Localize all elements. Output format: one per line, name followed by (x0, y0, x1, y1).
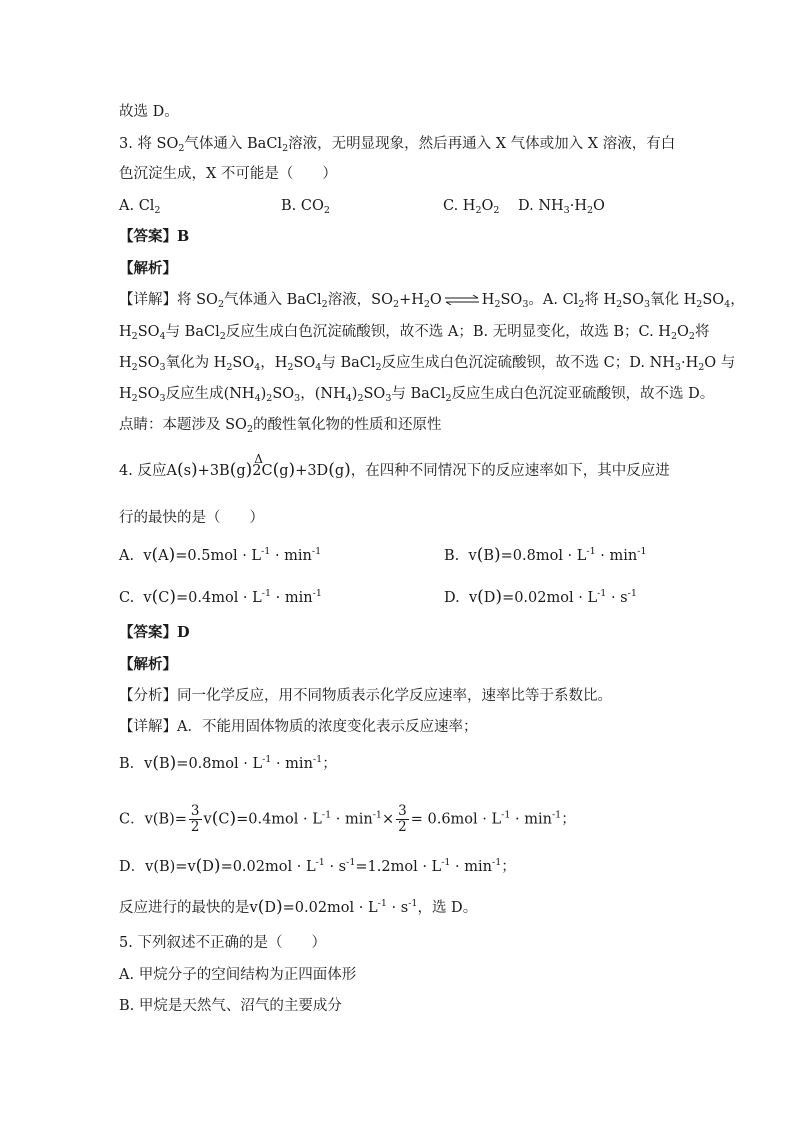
q5-option-b: B. 甲烷是天然气、沼气的主要成分 (119, 998, 342, 1014)
q4-detail-a: 【详解】A．不能用固体物质的浓度变化表示反应速率； (119, 719, 478, 735)
fraction-three-halves: $\frac{3}{2}$ (190, 803, 200, 835)
q4-option-a: A. $v(A)=0.5mol \cdot L^{-1} \cdot \min^{-1}$ (119, 545, 322, 565)
q4-detail-d: D．$v(B)=v(D)=0.02mol \cdot L^{-1} \cdot s^{-1}=1.2mol \cdot L^{-1} \cdot \min^{-1}$； (119, 856, 516, 876)
q4-stem-line1: 4. 反应A(s)+3B(g) Δ 2C(g)+3D(g)，在四种不同情况下的反应速率如下，其中反应进 (119, 460, 670, 481)
q4-option-d: D. $v(D)=0.02mol \cdot L^{-1} \cdot s^{-1}$ (444, 587, 637, 607)
q4-option-c: C. $v(C)=0.4mol \cdot L^{-1} \cdot \min^{-1}$ (119, 587, 322, 607)
previous-conclusion: 故选 D。 (119, 104, 179, 120)
q3-option-c: C. $H_2O_2$ (443, 198, 500, 216)
q4-detail-c: C．v(B)= $\frac{3}{2}$ $v(C)=0.4mol \cdot L^{-1} \cdot \min^{-1}\times$ $\frac{3}{2}$ = $0.6mol \cdot L^{-1} \cdot \min^{-1}$； (119, 803, 576, 835)
q4-stem-line2: 行的最快的是（ ） (119, 510, 264, 526)
q4-answer: 【答案】D (119, 624, 190, 641)
q3-comment: 点睛：本题涉及 $SO_2$的酸性氧化物的性质和还原性 (119, 417, 442, 435)
q3-stem-line2: 色沉淀生成，X 不可能是（ ） (119, 166, 337, 182)
fraction-three-halves-2: $\frac{3}{2}$ (398, 803, 407, 835)
reversible-arrow-icon (444, 295, 480, 305)
q5-stem: 5. 下列叙述不正确的是（ ） (119, 935, 326, 951)
q3-detail-line1: 【详解】将 $SO_2$气体通入 BaCl$_2$溶液，$SO_2+H_2O$ $H_2SO_3$。A. $Cl_2$将 $H_2SO_3$氧化 $H_2SO_4$， (119, 292, 745, 310)
q3-answer: 【答案】B (119, 228, 190, 245)
q3-detail-line2: $H_2SO_4$与 BaCl$_2$反应生成白色沉淀硫酸钡，故不选 A；B. 无明显变化，故选 B；C. $H_2O_2$将 (119, 324, 710, 342)
q4-analysis-heading: 【解析】 (119, 656, 177, 673)
q3-option-a: A. $Cl_2$ (119, 198, 161, 216)
q3-stem-line1: 3. 将 $SO_2$气体通入 BaCl$_2$溶液，无明显现象，然后再通入 X 气体或加入 X 溶液，有白 (119, 136, 676, 154)
q5-option-a: A. 甲烷分子的空间结构为正四面体形 (119, 967, 357, 983)
q3-option-b: B. $CO_2$ (281, 198, 330, 216)
q4-equation: A(s)+3B(g) Δ 2C(g)+3D(g) (166, 463, 350, 479)
q4-conclusion: 反应进行的最快的是$v(D)=0.02mol \cdot L^{-1} \cdot s^{-1}$，选 D。 (119, 897, 478, 917)
q3-detail-line4: $H_2SO_3$反应生成$(NH_4)_2SO_3$，$(NH_4)_2SO_3$与 BaCl$_2$反应生成白色沉淀亚硫酸钡，故不选 D。 (119, 386, 715, 404)
heat-delta-symbol: Δ (254, 452, 263, 466)
q4-analysis: 【分析】同一化学反应，用不同物质表示化学反应速率，速率比等于系数比。 (119, 688, 612, 704)
q4-option-b: B. $v(B)=0.8mol \cdot L^{-1} \cdot \min^{-1}$ (444, 545, 647, 565)
q3-analysis-heading: 【解析】 (119, 260, 177, 277)
q3-option-d: D. $NH_3\cdot H_2O$ (518, 198, 605, 216)
q4-detail-b: B．$v(B)=0.8mol \cdot L^{-1} \cdot \min^{-1}$； (119, 753, 337, 773)
q3-detail-line3: $H_2SO_3$氧化为 $H_2SO_4$，$H_2SO_4$与 BaCl$_2$反应生成白色沉淀硫酸钡，故不选 C；D. $NH_3\cdot H_2O$ 与 (119, 355, 736, 373)
